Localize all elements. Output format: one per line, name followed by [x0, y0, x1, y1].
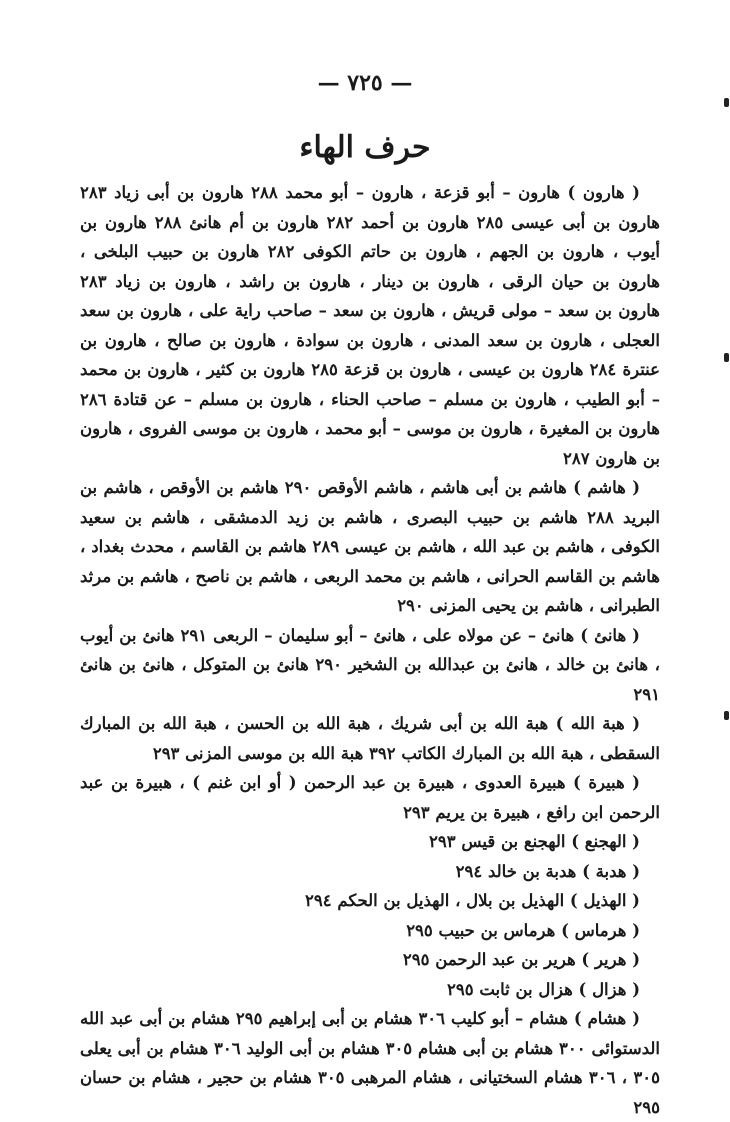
index-entry-hudhayl: ( الهذيل ) الهذيل بن بلال ، الهذيل بن الحكم ٢٩٤ — [305, 891, 640, 910]
index-entry-hisham: ( هشام ) هشام – أبو كليب ٣٠٦ هشام بن أبى إبراهيم ٢٩٥ هشام بن أبى عبد الله الدستوائى ٣٠٠ هشام بن أبى هشام ٣٠٥ هشام بن أبى الوليد ٣٠٦ هشام بن أبى يعلى ٣٠٥ ، ٣٠٦ هشام السختيانى ، هشام المرهبى ٣٠٥ هشام بن حجير ، هشام بن حسان ٢٩٥ — [80, 1009, 660, 1117]
margin-mark — [724, 353, 729, 362]
page-number: — ٧٢٥ — — [317, 70, 413, 96]
margin-mark — [724, 711, 729, 720]
index-entry-hibatullah: ( هبة الله ) هبة الله بن أبى شريك ، هبة الله بن الحسن ، هبة الله بن المبارك السقطى ، هبة الله بن المبارك الكاتب ٣٩٢ هبة الله بن موسى المزنى ٢٩٣ — [80, 714, 660, 763]
section-title: حرف الهاء — [299, 130, 431, 165]
index-entry-hirmas: ( هرماس ) هرماس بن حبيب ٢٩٥ — [406, 920, 640, 940]
index-entry-hudba: ( هدبة ) هدبة بن خالد ٢٩٤ — [455, 861, 640, 881]
index-entry-hani: ( هانئ ) هانئ – عن مولاه على ، هانئ – أبو سليمان – الربعى ٢٩١ هانئ بن أيوب ، هانئ بن خالد ، هانئ بن عبدالله بن الشخير ٢٩٠ هانئ بن المتوكل ، هانئ بن هانئ ٢٩١ — [80, 625, 660, 704]
index-entry-hubayra: ( هبيرة ) هبيرة العدوى ، هبيرة بن عبد الرحمن ( أو ابن غنم ) ، هبيرة بن عبد الرحمن ابن رافع ، هبيرة بن يريم ٢٩٣ — [80, 773, 660, 822]
index-entry-hajna: ( الهجنع ) الهجنع بن قيس ٢٩٣ — [429, 832, 640, 851]
index-entry-harun: ( هارون ) هارون – أبو قزعة ، هارون – أبو محمد ٢٨٨ هارون بن أبى زياد ٢٨٣ هارون بن أبى عيسى ٢٨٥ هارون بن أحمد ٢٨٢ هارون بن أم هانئ ٢٨٨ هارون بن أيوب ، هارون بن الجهم ، هارون بن حاتم الكوفى ٢٨٢ هارون بن حبيب البلخى ، هارون بن حيان الرقى ، هارون بن دينار ، هارون بن راشد ، هارون بن زياد ٢٨٣ هارون بن سعد – مولى قريش ، هارون بن سعد – صاحب راية على ، هارون بن سعد العجلى ، هارون بن سعد المدنى ، هارون بن سوادة ، هارون بن صالح ، هارون بن عنترة ٢٨٤ هارون بن عيسى ، هارون بن قزعة ٢٨٥ هارون بن كثير ، هارون بن محمد – أبو الطيب ، هارون بن مسلم – صاحب الحناء ، هارون بن مسلم – عن قتادة ٢٨٦ هارون بن المغيرة ، هارون بن موسى – أبو محمد ، هارون بن موسى الفروى ، هارون بن هارون ٢٨٧ — [80, 183, 660, 468]
index-body — [80, 178, 660, 1122]
index-entry-hurayr: ( هرير ) هرير بن عبد الرحمن ٢٩٥ — [402, 950, 640, 969]
index-entry-hazzal: ( هزال ) هزال بن ثابت ٢٩٥ — [447, 979, 640, 999]
index-entry-hashim: ( هاشم ) هاشم بن أبى هاشم ، هاشم الأوقص ٢٩٠ هاشم بن الأوقص ، هاشم بن البريد ٢٨٨ هاشم بن حبيب البصرى ، هاشم بن زيد الدمشقى ، هاشم بن سعيد الكوفى ، هاشم بن عبد الله ، هاشم بن عيسى ٢٨٩ هاشم بن القاسم ، محدث بغداد ، هاشم بن القاسم الحرانى ، هاشم بن محمد الربعى ، هاشم بن ناصح ، هاشم بن مرثد الطبرانى ، هاشم بن يحيى المزنى ٢٩٠ — [80, 478, 661, 615]
margin-mark — [724, 98, 729, 107]
